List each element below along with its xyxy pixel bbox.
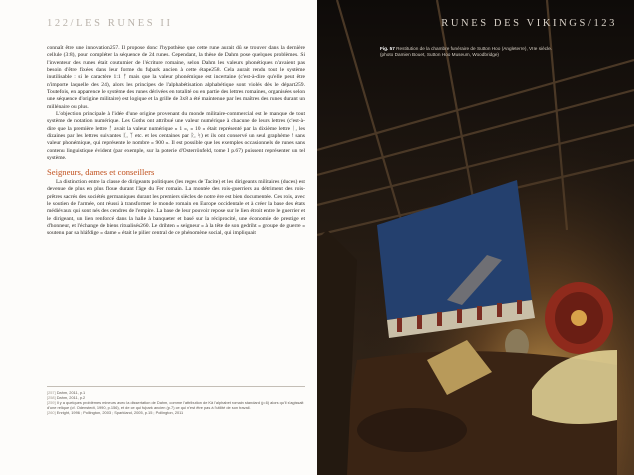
caption-text: Restitution de la chambre funéraire de Sutton Hoo (Angleterre), VIIe siècle. bbox=[396, 46, 552, 51]
body-text bbox=[47, 45, 305, 238]
burial-chamber-photo bbox=[317, 0, 634, 475]
paragraph: La distinction entre la classe de dirigeants politiques (les reges de Tacite) et les dirigeants militaires (duces) est devenue de plus en plus floue durant l'âge du Fer romain. La montée des rois-guerriers au détriment des rois-prêtres sacrés des sociétés germaniques durant les premiers siècles de notre ère est bien documentée. Ces rois, avec le soutien de l'armée, ont réussi à transformer le monde romain en Europe occidentale et à créer la base des états médiévaux qui sont nés des cendres de l'empire. La base de leur pouvoir repose sur le lien étroit entre le guerrier et le dirigeant, un lien renforcé dans la halle à banqueter et basé sur la réciprocité, une économie de prestige et d'honneur, et l'échange de biens ritualisés260. Le drihten « seigneur » à la tête de son gedriht « groupe de guerre » soutenu par sa hláfdige « dame » était le pilier central de ce phénomène social, qui impliquait bbox=[47, 178, 305, 237]
caption-label: Fig. 57 bbox=[380, 46, 395, 51]
footnote: [259] Il y a quelques problèmes mineurs avec la dissertation de Dahm, comme l'attribution de Kâ l'alphabet romain standard (p.6) alors qu'il s'agissait d'une relique (cf. Odenstedt, 1990, p.156), et de ce qui fuþark ancien (p.7) ce qui n'est être pas à l'utilité de son travail. bbox=[47, 400, 304, 411]
running-head-right: RUNES DES VIKINGS/123 bbox=[441, 18, 617, 29]
running-head-left: 122/LES RUNES II bbox=[47, 18, 173, 29]
paragraph: L'objection principale à l'idée d'une origine provenant du monde militaire-commercial est le manque de tout système de notation numérique. Les Goths ont attribué une valeur numérique à chacune de leurs lettres (c'est-à-dire que la première lettre ᚨ avait la valeur numérique « 1 », « 10 » était représenté par la dixième lettre ᛁ, les dizaines par les lettres suivantes ᛕ, ᛉ etc. et les centaines par ᚱ, ᛋ) et ils ont conservé un seul graphème ! sans valeur phonémique, qui représente le nombre « 900 ». Il est possible que les exemples occasionnels de runes sans contenu linguistique évident (par exemple, sur la poterie d'Osterrönfeld, tome I p.67) puissent représenter un tel système. bbox=[47, 111, 305, 162]
right-page bbox=[317, 0, 634, 475]
footnotes bbox=[47, 386, 305, 415]
figure-caption bbox=[380, 46, 612, 58]
caption-credit: (photo Damien Bouet, Sutton Hoo Museum, Woodbridge) bbox=[380, 51, 499, 57]
section-heading: Seigneurs, dames et conseillers bbox=[47, 166, 155, 177]
footnote: [260] Enright, 1996 ; Pollington, 2003 ; Sparkland, 2005, p.15 ; Pollington, 2011 bbox=[47, 410, 184, 416]
footnote: [258] Dahm, 2011, p.2 bbox=[47, 395, 86, 401]
paragraph: connaît être une innovation257. Il propose donc l'hypothèse que cette rune aurait dû se trouver dans la dernière cellule (3:8), pour compléter la séquence de 24 runes. Cependant, la thèse de Dahm pose quelques problèmes. Si l'inventeur des runes était coutumier de l'écriture romaine, selon Dahm les valeurs phonétiques n'avaient pas besoin d'être fixées dans leur forme du fuþark ancien à cette étape258. Cela aurait rendu tout le système inutilisable : si le caractère 1:1 ᚠ mais que la valeur phonémique est incertaine (c'est-à-dire qu'elle peut être n'importe laquelle des 24), alors les principes de l'alphabétisation alphabétique sont violés dès le départ259. Toutefois, en apparence le système des runes dérivées en totalité ou en partie des lettres romaines, organisées selon une séquence d'origine militaire) est logique et la grille de 3x8 a été maintenue par les maîtres des runes durant un millénaire ou plus. bbox=[47, 45, 305, 110]
footnote: [257] Dahm, 2011, p.1 bbox=[47, 390, 86, 395]
